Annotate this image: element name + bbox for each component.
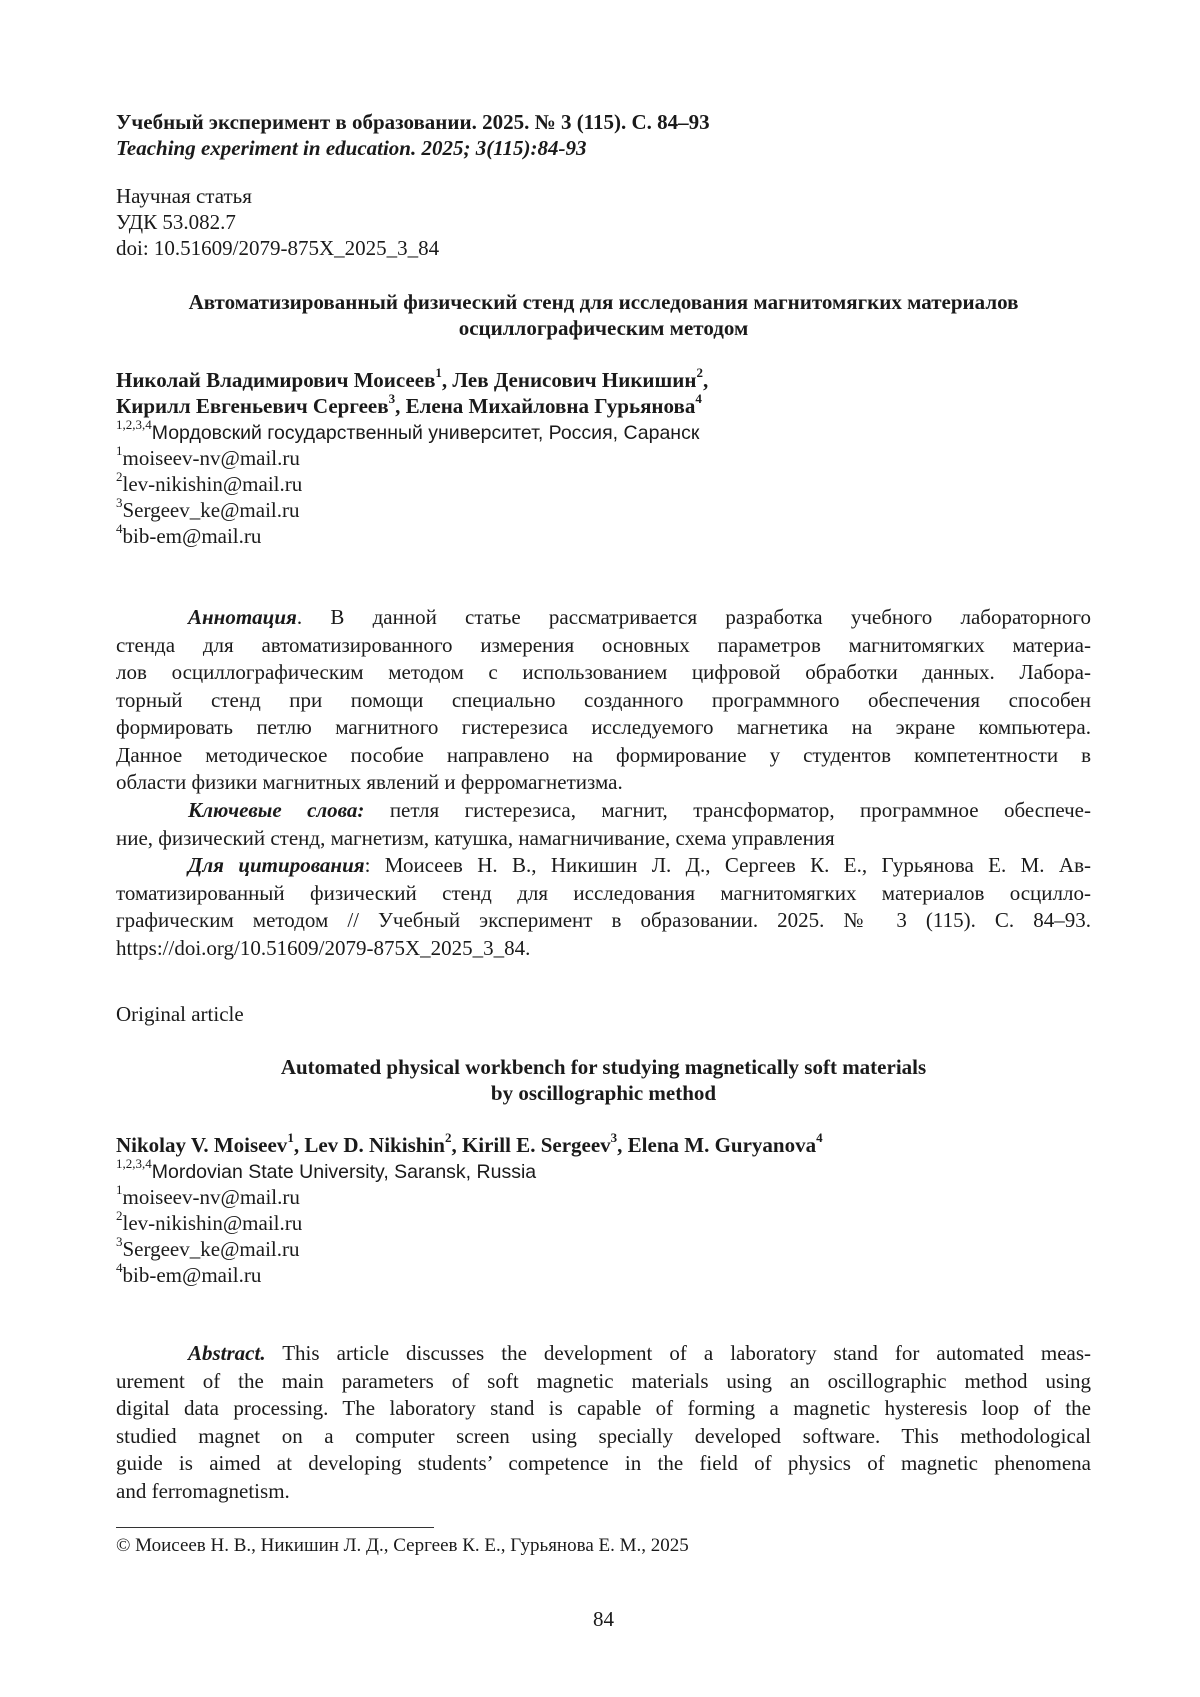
affiliation-ru bbox=[116, 418, 1091, 447]
author-separator: , bbox=[395, 394, 406, 418]
author-sup: 2 bbox=[696, 365, 703, 380]
copyright: © Моисеев Н. В., Никишин Л. Д., Сергеев К. Е., Гурьянова Е. М., 2025 bbox=[116, 1535, 689, 1556]
journal-citation-ru: Учебный эксперимент в образовании. 2025. № 3 (115). С. 84–93 bbox=[116, 110, 710, 134]
author-sup: 4 bbox=[816, 1130, 823, 1145]
abstract-line: стенда для автоматизированного измерения основных параметров магнитомягких материа- bbox=[116, 632, 1091, 657]
email-sup: 3 bbox=[116, 495, 123, 510]
author-name: Лев Денисович Никишин bbox=[452, 368, 697, 392]
author-sup: 4 bbox=[695, 391, 702, 406]
abstract-line: digital data processing. The laboratory stand is capable of forming a magnetic hysteresis loop of the bbox=[116, 1396, 1091, 1420]
author-name: Kirill E. Sergeev bbox=[461, 1133, 611, 1157]
abstract-line: лов осциллографическим методом с использованием цифровой обработки данных. Лабора- bbox=[116, 660, 1091, 684]
email-link[interactable]: lev-nikishin@mail.ru bbox=[122, 1211, 303, 1235]
keywords-ru bbox=[116, 797, 1091, 852]
citation-label: Для цитирования bbox=[188, 853, 365, 877]
abstract-line: studied magnet on a computer screen using specially developed software. This methodological bbox=[116, 1423, 1091, 1448]
email-sup: 1 bbox=[116, 443, 123, 458]
email-line bbox=[116, 1261, 1091, 1289]
abstract-line: Аннотация. В данной статье рассматривается разработка учебного лабораторного bbox=[188, 605, 1091, 629]
citation-line: графическим методом // Учебный эксперимент в образовании. 2025. № 3 (115). С. 84–93. bbox=[116, 908, 1091, 932]
abstract-line: and ferromagnetism. bbox=[116, 1478, 290, 1503]
email-line bbox=[116, 496, 1091, 524]
email-line bbox=[116, 522, 1091, 550]
article-type-ru: Научная статья bbox=[116, 184, 252, 208]
article-title-ru-line1: Автоматизированный физический стенд для исследования магнитомягких материалов bbox=[188, 290, 1019, 314]
affiliation-en bbox=[116, 1157, 1091, 1186]
citation-line: Для цитирования: Моисеев Н. В., Никишин Л. Д., Сергеев К. Е., Гурьянова Е. М. Ав- bbox=[188, 853, 1091, 877]
abstract-en bbox=[116, 1340, 1091, 1505]
author-name: Кирилл Евгеньевич Сергеев bbox=[116, 394, 389, 418]
authors-en bbox=[116, 1131, 1091, 1159]
article-title-en-line1: Automated physical workbench for studying magnetically soft materials bbox=[280, 1055, 927, 1079]
abstract-line: области физики магнитных явлений и ферромагнетизма. bbox=[116, 770, 623, 794]
author-sup: 2 bbox=[444, 1130, 452, 1145]
email-link[interactable]: lev-nikishin@mail.ru bbox=[122, 472, 303, 496]
author-sup: 1 bbox=[287, 1130, 294, 1145]
email-line bbox=[116, 1209, 1091, 1237]
email-sup: 2 bbox=[116, 469, 123, 484]
email-line bbox=[116, 1183, 1091, 1211]
journal-citation-en: Teaching experiment in education. 2025; 3(115):84-93 bbox=[116, 136, 587, 160]
authors-ru-line2 bbox=[116, 392, 1091, 420]
author-separator: , bbox=[451, 1133, 462, 1157]
email-link[interactable]: Sergeev_ke@mail.ru bbox=[122, 1237, 300, 1261]
authors-ru-line1 bbox=[116, 366, 1091, 394]
abstract-line: guide is aimed at developing students’ competence in the field of physics of magnetic phenomena bbox=[116, 1451, 1091, 1475]
abstract-label: Аннотация bbox=[188, 605, 297, 629]
abstract-ru bbox=[116, 604, 1091, 797]
footnote-divider bbox=[116, 1527, 434, 1528]
article-type-en: Original article bbox=[116, 1002, 244, 1026]
affiliation-text: Mordovian State University, Saransk, Russia bbox=[151, 1161, 537, 1183]
email-link[interactable]: moiseev-nv@mail.ru bbox=[122, 1185, 300, 1209]
email-sup: 2 bbox=[116, 1208, 123, 1223]
affiliation-sup: 1,2,3,4 bbox=[116, 417, 152, 432]
keywords-line: Ключевые слова: петля гистерезиса, магнит, трансформатор, программное обеспече- bbox=[188, 798, 1091, 822]
author-separator: , bbox=[441, 368, 453, 392]
citation-doi-link[interactable]: https://doi.org/10.51609/2079-875X_2025_3_84. bbox=[116, 935, 531, 960]
affiliation-sup: 1,2,3,4 bbox=[116, 1156, 152, 1171]
article-title-ru-line2: осциллографическим методом bbox=[458, 316, 749, 340]
author-sup: 1 bbox=[435, 365, 442, 380]
abstract-line: формировать петлю магнитного гистерезиса исследуемого магнетика на экране компьютера. bbox=[116, 715, 1091, 739]
citation-line: томатизированный физический стенд для исследования магнитомягких материалов осцилло- bbox=[116, 880, 1091, 905]
email-sup: 4 bbox=[116, 521, 123, 536]
email-link[interactable]: bib-em@mail.ru bbox=[122, 1263, 262, 1287]
author-name: Lev D. Nikishin bbox=[304, 1133, 445, 1157]
author-name: Elena M. Guryanova bbox=[627, 1133, 817, 1157]
author-name: Nikolay V. Moiseev bbox=[116, 1133, 288, 1157]
doi: doi: 10.51609/2079-875X_2025_3_84 bbox=[116, 236, 440, 260]
abstract-line: urement of the main parameters of soft magnetic materials using an oscillographic method using bbox=[116, 1368, 1091, 1393]
email-line bbox=[116, 444, 1091, 472]
author-name: Николай Владимирович Моисеев bbox=[116, 368, 436, 392]
abstract-line: Данное методическое пособие направлено на формирование у студентов компетентности в bbox=[116, 742, 1091, 767]
author-separator: , bbox=[617, 1133, 628, 1157]
abstract-label: Abstract. bbox=[188, 1341, 266, 1365]
author-sup: 3 bbox=[610, 1130, 618, 1145]
email-link[interactable]: Sergeev_ke@mail.ru bbox=[122, 498, 300, 522]
page-number: 84 bbox=[593, 1607, 614, 1631]
email-link[interactable]: bib-em@mail.ru bbox=[122, 524, 262, 548]
author-separator: , bbox=[293, 1133, 305, 1157]
email-link[interactable]: moiseev-nv@mail.ru bbox=[122, 446, 300, 470]
email-sup: 3 bbox=[116, 1234, 123, 1249]
author-name: Елена Михайловна Гурьянова bbox=[405, 394, 696, 418]
email-sup: 1 bbox=[116, 1182, 123, 1197]
citation-ru bbox=[116, 852, 1091, 962]
email-line bbox=[116, 1235, 1091, 1263]
keywords-label: Ключевые слова: bbox=[188, 798, 365, 822]
article-title-en-line2: by oscillographic method bbox=[490, 1081, 717, 1105]
email-line bbox=[116, 470, 1091, 498]
abstract-line: торный стенд при помощи специально созданного программного обеспечения способен bbox=[116, 687, 1091, 712]
udk: УДК 53.082.7 bbox=[116, 210, 236, 234]
abstract-line: Abstract. This article discusses the development of a laboratory stand for automated meas- bbox=[188, 1341, 1091, 1365]
email-sup: 4 bbox=[116, 1260, 123, 1275]
affiliation-text: Мордовский государственный университет, Россия, Саранск bbox=[151, 422, 700, 444]
author-separator: , bbox=[702, 368, 709, 392]
author-sup: 3 bbox=[388, 391, 396, 406]
keywords-line: ние, физический стенд, магнетизм, катушка, намагничивание, схема управления bbox=[116, 825, 835, 850]
